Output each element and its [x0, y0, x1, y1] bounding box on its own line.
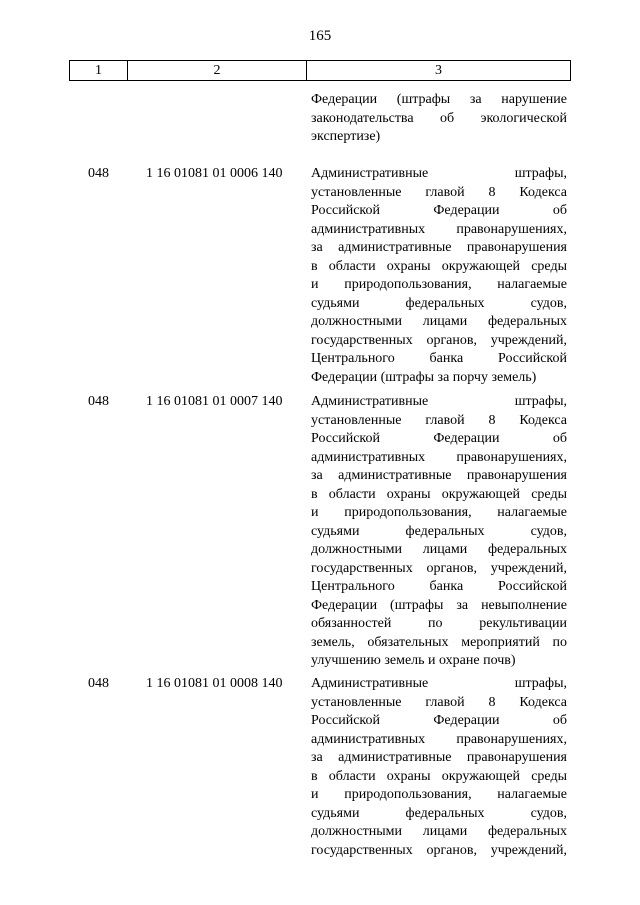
- admin-code: 048: [88, 676, 109, 691]
- admin-code: 048: [88, 166, 109, 181]
- description-line: судьями федеральных судов,: [311, 295, 567, 311]
- description-line: в области охраны окружающей среды: [311, 486, 567, 502]
- description-line: Административные штрафы,: [311, 394, 567, 409]
- description-line: экспертизе): [311, 129, 381, 144]
- description-line: государственных органов, учреждений,: [311, 560, 567, 576]
- description-line: должностными лицами федеральных: [311, 824, 567, 839]
- row-description: [311, 165, 567, 387]
- row-description: [311, 675, 567, 860]
- description-line: Российской Федерации об: [311, 431, 567, 446]
- description-line: за административные правонарушения: [311, 750, 567, 765]
- kbk-code: 1 16 01081 01 0006 140: [146, 166, 283, 181]
- description-line: и природопользования, налагаемые: [311, 505, 567, 520]
- description-line: административных правонарушениях,: [311, 221, 567, 237]
- description-line: Федерации (штрафы за невыполнение: [311, 597, 567, 613]
- description-line: Федерации (штрафы за порчу земель): [311, 369, 537, 385]
- description-line: обязанностей по рекультивации: [311, 616, 567, 631]
- kbk-code: 1 16 01081 01 0008 140: [146, 676, 283, 691]
- description-line: административных правонарушениях,: [311, 731, 567, 747]
- description-line: государственных органов, учреждений,: [311, 842, 567, 858]
- description-line: судьями федеральных судов,: [311, 805, 567, 821]
- column-header-2: 2: [128, 61, 307, 81]
- column-header-table: [69, 60, 571, 81]
- description-line: за административные правонарушения: [311, 468, 567, 483]
- description-line: Центрального банка Российской: [311, 579, 567, 594]
- description-line: Административные штрафы,: [311, 166, 567, 181]
- row-description: [311, 393, 567, 671]
- description-line: законодательства об экологической: [311, 110, 567, 126]
- description-line: в области охраны окружающей среды: [311, 768, 567, 784]
- column-header-1: 1: [70, 61, 128, 81]
- description-line: установленные главой 8 Кодекса: [311, 412, 567, 428]
- description-line: государственных органов, учреждений,: [311, 332, 567, 348]
- column-header-3: 3: [307, 61, 571, 81]
- description-line: установленные главой 8 Кодекса: [311, 184, 567, 200]
- column-header-row: [70, 61, 571, 81]
- description-line: установленные главой 8 Кодекса: [311, 694, 567, 710]
- kbk-code: 1 16 01081 01 0007 140: [146, 394, 283, 409]
- description-line: за административные правонарушения: [311, 240, 567, 255]
- page-number: 165: [308, 28, 332, 44]
- description-line: в области охраны окружающей среды: [311, 258, 567, 274]
- continuation-description: [311, 91, 567, 147]
- description-line: Российской Федерации об: [311, 203, 567, 218]
- description-line: Центрального банка Российской: [311, 351, 567, 366]
- description-line: Федерации (штрафы за нарушение: [311, 92, 567, 107]
- description-line: земель, обязательных мероприятий по: [311, 634, 567, 650]
- description-line: судьями федеральных судов,: [311, 523, 567, 539]
- description-line: должностными лицами федеральных: [311, 314, 567, 329]
- admin-code: 048: [88, 394, 109, 409]
- description-line: должностными лицами федеральных: [311, 542, 567, 557]
- description-line: и природопользования, налагаемые: [311, 787, 567, 802]
- description-line: улучшению земель и охране почв): [311, 653, 516, 668]
- description-line: Российской Федерации об: [311, 713, 567, 728]
- description-line: административных правонарушениях,: [311, 449, 567, 465]
- description-line: Административные штрафы,: [311, 676, 567, 691]
- description-line: и природопользования, налагаемые: [311, 277, 567, 292]
